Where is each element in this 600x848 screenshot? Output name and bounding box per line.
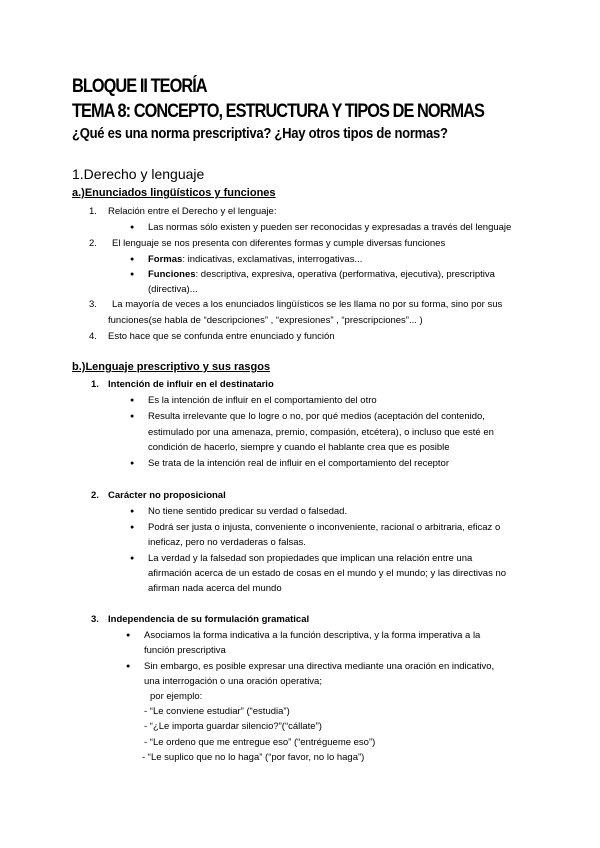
point-line: condición de hacerlo, siempre y cuando el hablante crea que es posible [148, 442, 450, 453]
point-title: Intención de influir en el destinatario [108, 379, 274, 390]
item-text: El lenguaje se nos presenta con diferentes formas y cumple diversas funciones [112, 238, 446, 249]
bullet-icon: ● [126, 632, 131, 639]
point-line: estimulado por una amenaza, premio, compasión, etcétera), o incluso que esté en [148, 427, 494, 438]
example-line: - “¿Le importa guardar silencio?”(“cállate”) [144, 721, 322, 732]
bullet-icon: ● [130, 460, 135, 467]
item-bold: Formas [148, 254, 183, 265]
item-number: 2. [89, 238, 97, 249]
section2-sub-b: b.)Lenguaje prescriptivo y sus rasgos [72, 361, 271, 373]
item-rest: : indicativas, exclamativas, interrogativas... [182, 254, 363, 265]
point-line: Podrá ser justa o injusta, conveniente o inconveniente, racional o arbitraria, eficaz o [148, 522, 501, 533]
item-text [148, 254, 362, 266]
item-text [148, 269, 495, 281]
tema-heading: TEMA 8: CONCEPTO, ESTRUCTURA Y TIPOS DE NORMAS [72, 101, 484, 122]
point-line: La verdad y la falsedad son propiedades que implican una relación entre una [148, 553, 473, 564]
item-rest: : descriptiva, expresiva, operativa (performativa, ejecutiva), prescriptiva [195, 269, 495, 280]
item-bold: Funciones [148, 269, 196, 280]
point-line: por ejemplo: [150, 691, 203, 702]
section1-title: 1.Derecho y lenguaje [72, 166, 205, 182]
point-line: Sin embargo, es posible expresar una directiva mediante una oración en indicativo, [144, 661, 495, 672]
point-line: Resulta irrelevante que lo logre o no, por qué medios (aceptación del contenido, [148, 411, 485, 422]
point-line: No tiene sentido predicar su verdad o falsedad. [148, 506, 348, 517]
point-number: 3. [91, 614, 99, 625]
point-line: afirman nada acerca del mundo [148, 583, 282, 594]
item-number: 4. [89, 331, 97, 342]
point-number: 1. [91, 379, 99, 390]
example-line: - “Le ordeno que me entregue eso” (“entrégueme eso”) [144, 737, 376, 748]
point-line: una interrogación o una oración operativa; [144, 676, 322, 687]
bullet-icon: ● [130, 397, 135, 404]
bullet-icon: ● [130, 555, 135, 562]
item-text: (directiva)... [148, 284, 198, 295]
point-line: Se trata de la intención real de influir en el comportamiento del receptor [148, 458, 450, 469]
example-line: - “Le suplico que no lo haga” (“por favor, no lo haga”) [142, 752, 365, 763]
example-line: - “Le conviene estudiar” (“estudia”) [144, 706, 290, 717]
point-line: ineficaz, pero no verdaderas o falsas. [148, 537, 306, 548]
item-text: funciones(se habla de “descripciones” , “expresiones” , “prescripciones”... ) [108, 315, 423, 326]
item-number: 3. [89, 299, 97, 310]
bullet-icon: ● [130, 256, 135, 263]
bullet-icon: ● [126, 663, 131, 670]
bullet-icon: ● [130, 271, 135, 278]
point-line: afirmación acerca de un estado de cosas en el mundo y el mundo; y las directivas no [148, 568, 507, 579]
bullet-icon: ● [130, 224, 135, 231]
bullet-icon: ● [130, 508, 135, 515]
item-text: Esto hace que se confunda entre enunciado y función [108, 331, 335, 342]
bloque-heading: BLOQUE II TEORÍA [72, 76, 207, 97]
bullet-icon: ● [130, 524, 135, 531]
bullet-icon: ● [130, 413, 135, 420]
point-number: 2. [91, 490, 99, 501]
question-heading: ¿Qué es una norma prescriptiva? ¿Hay otros tipos de normas? [72, 126, 448, 142]
item-text: La mayoría de veces a los enunciados lingüísticos se les llama no por su forma, sino por sus [112, 299, 503, 310]
point-title: Independencia de su formulación gramatical [108, 614, 310, 625]
item-number: 1. [89, 206, 97, 217]
point-line: Asociamos la forma indicativa a la función descriptiva, y la forma imperativa a la [144, 630, 481, 641]
item-text: Relación entre el Derecho y el lenguaje: [108, 206, 277, 217]
point-line: Es la intención de influir en el comportamiento del otro [148, 395, 377, 406]
point-title: Carácter no proposicional [108, 490, 226, 501]
section1-sub-a: a.)Enunciados lingüísticos y funciones [72, 187, 276, 199]
point-line: función prescriptiva [144, 645, 226, 656]
item-text: Las normas sólo existen y pueden ser reconocidas y expresadas a través del lenguaje [148, 222, 512, 233]
